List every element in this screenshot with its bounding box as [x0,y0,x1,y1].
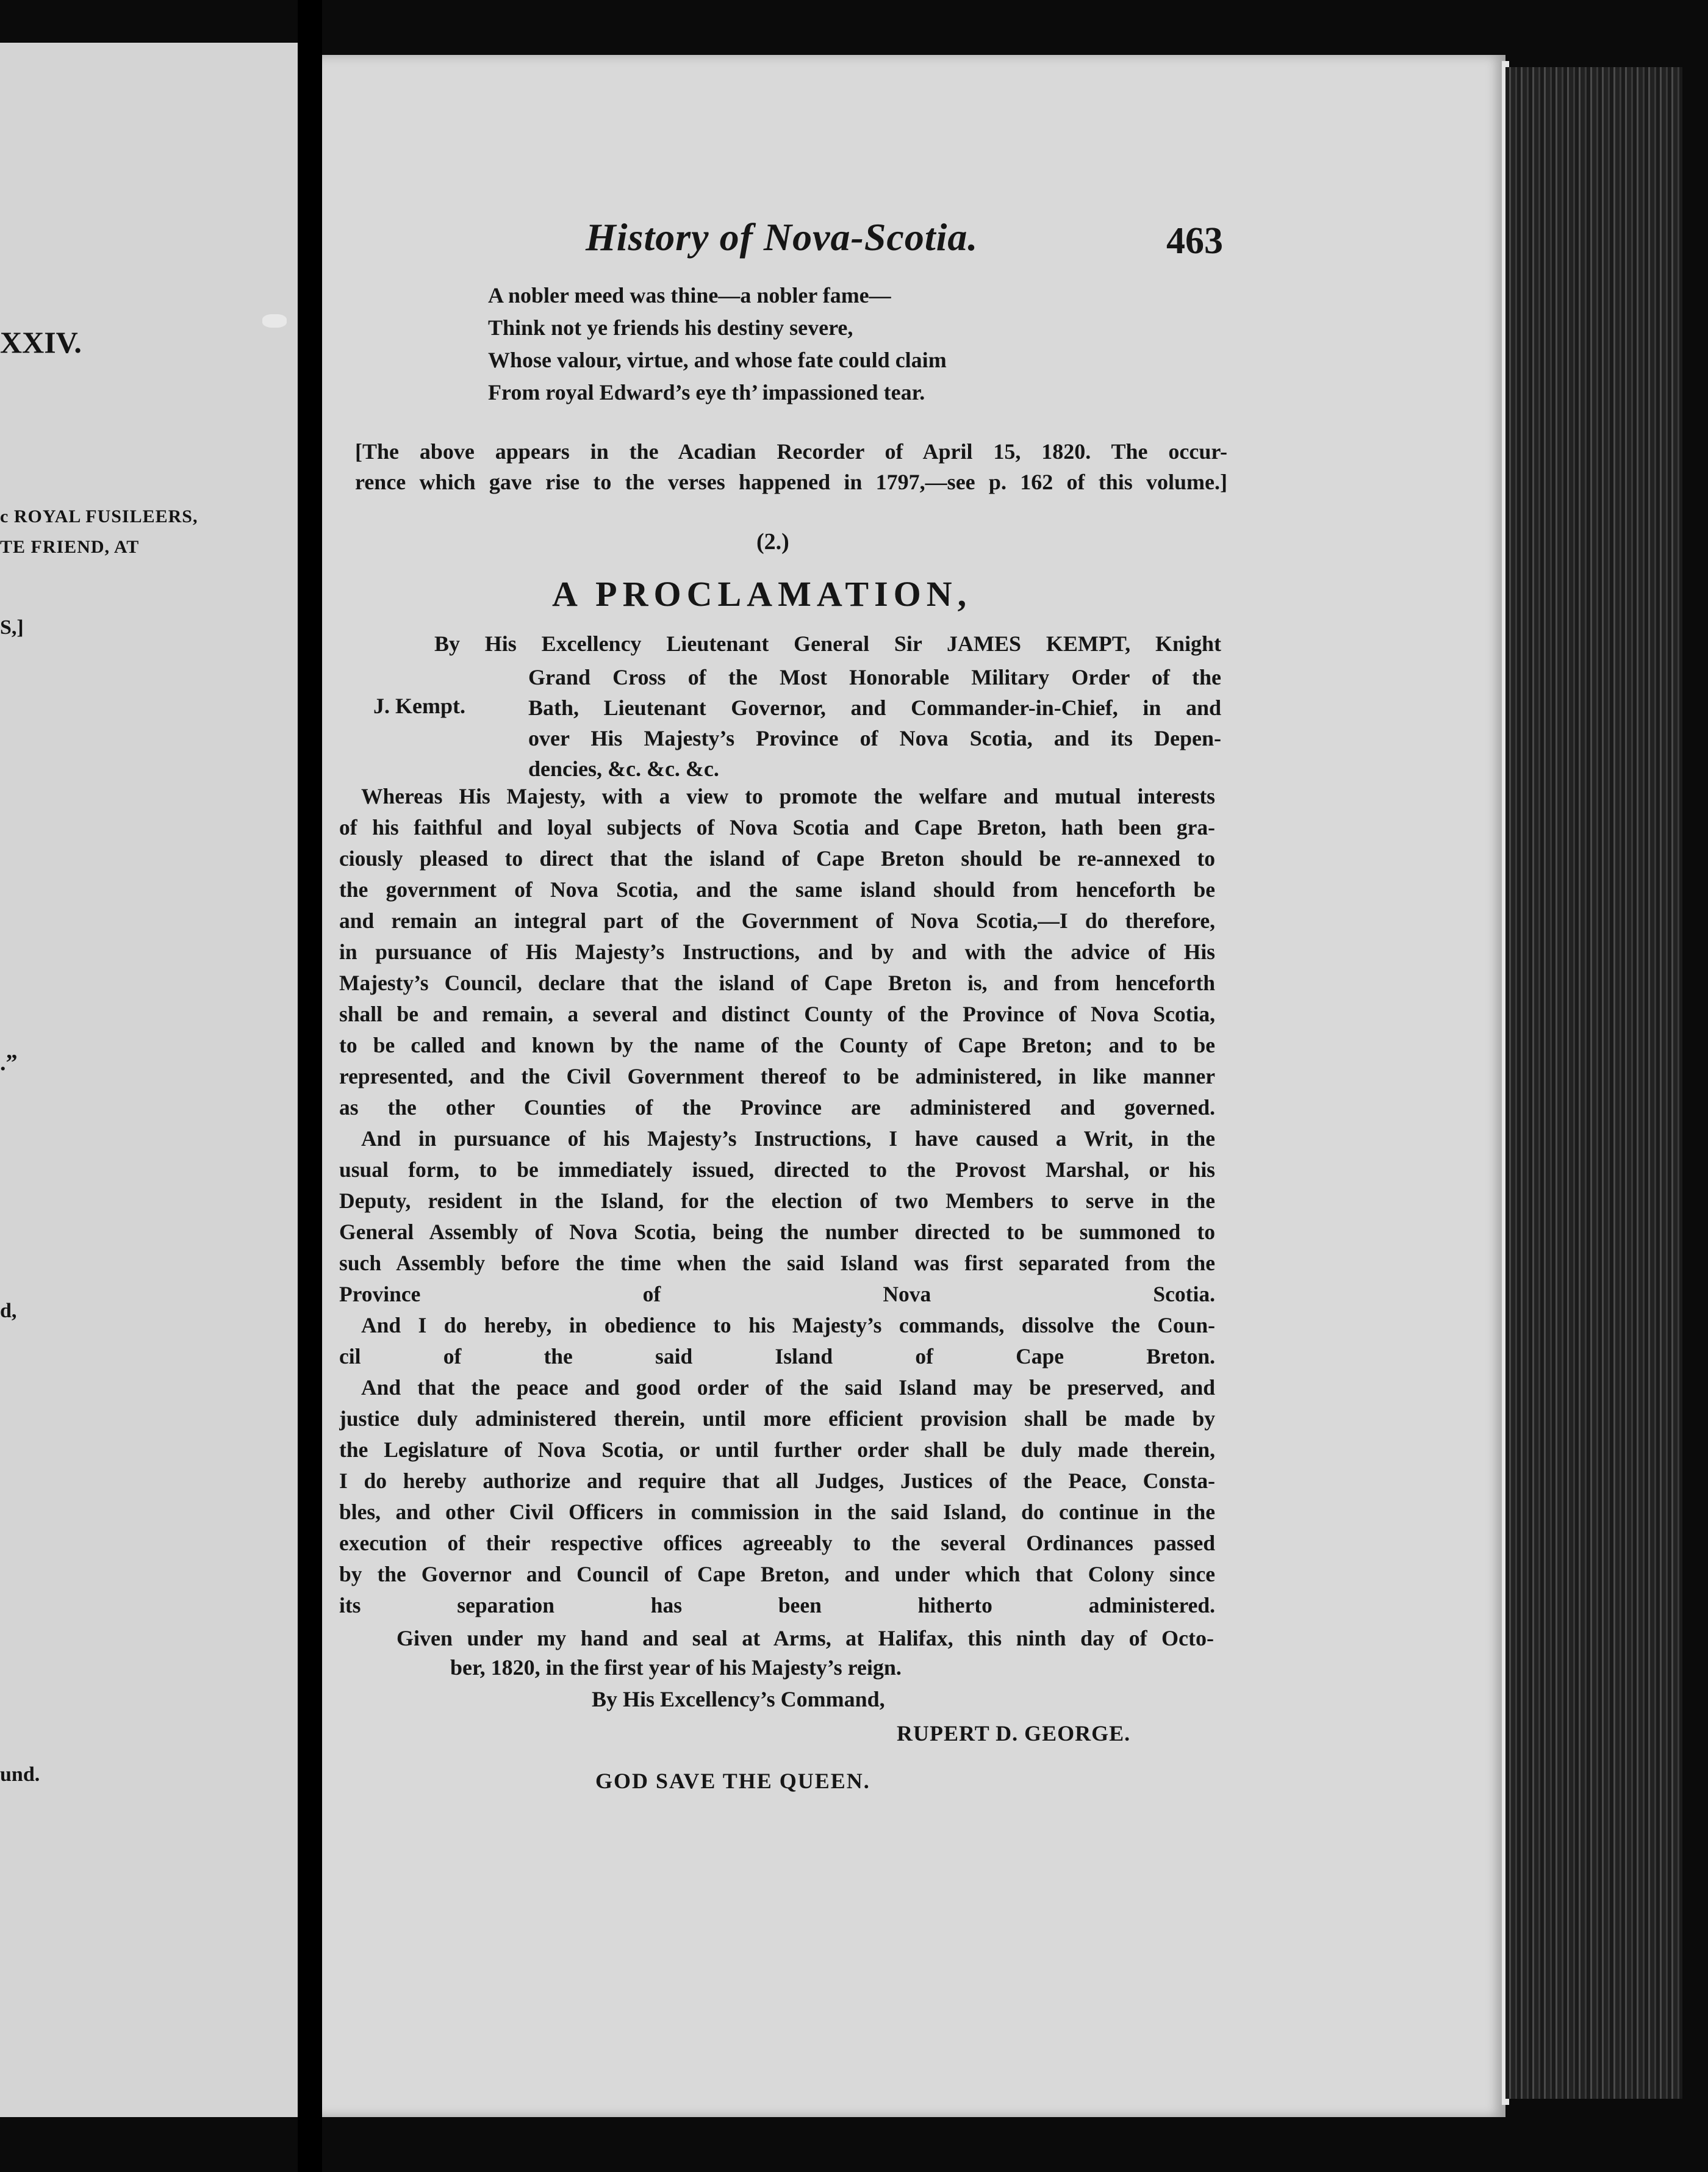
left-page-line: TE FRIEND, AT [0,537,140,557]
body-line: And I do hereby, in obedience to his Majesty’s commands, dissolve the Coun- [361,1313,1215,1337]
body-line: And in pursuance of his Majesty’s Instructions, I have caused a Writ, in the [361,1126,1215,1151]
binding-gutter [298,0,322,2172]
body-line: General Assembly of Nova Scotia, being the number directed to be summoned to [339,1220,1215,1244]
body-line: Whereas His Majesty, with a view to promote the welfare and mutual interests [361,784,1215,808]
signer-name: J. Kempt. [373,694,465,718]
body-line: such Assembly before the time when the said Island was first separated from the [339,1251,1215,1275]
editor-note-line: rence which gave rise to the verses happened in 1797,—see p. 162 of this volume.] [355,470,1227,494]
body-line: execution of their respective offices agreeably to the several Ordinances passed [339,1531,1215,1555]
body-line: I do hereby authorize and require that all Judges, Justices of the Peace, Consta- [339,1469,1215,1493]
body-line: by the Governor and Council of Cape Breton, and under which that Colony since [339,1562,1215,1586]
left-page-line: .” [0,1050,18,1076]
proclamation-body [339,781,1215,1621]
left-page-line: S,] [0,616,24,639]
body-line: Majesty’s Council, declare that the island of Cape Breton is, and from henceforth [339,971,1215,995]
command-line: By His Excellency’s Command, [592,1687,885,1711]
body-line: the government of Nova Scotia, and the same island should from henceforth be [339,877,1215,902]
left-page-line: und. [0,1763,40,1786]
body-line: represented, and the Civil Government thereof to be administered, in like manner [339,1064,1215,1088]
body-line: the Legislature of Nova Scotia, or until further order shall be duly made therein, [339,1437,1215,1462]
body-line: as the other Counties of the Province are administered and governed. [339,1095,1215,1120]
body-line: to be called and known by the name of the County of Cape Breton; and to be [339,1033,1215,1057]
left-page-chapter-fragment: XXIV. [0,325,82,359]
preamble-line: Bath, Lieutenant Governor, and Commander-in-Chief, in and [528,696,1221,720]
body-line: Deputy, resident in the Island, for the election of two Members to serve in the [339,1188,1215,1213]
body-line: its separation has been hitherto administered. [339,1593,1215,1617]
closing-motto: GOD SAVE THE QUEEN. [595,1769,870,1793]
paragraph [339,1372,1215,1621]
preamble-line: By His Excellency Lieutenant General Sir JAMES KEMPT, Knight [434,631,1221,656]
closing-line: ber, 1820, in the first year of his Majesty’s reign. [450,1655,902,1680]
body-line: justice duly administered therein, until more efficient provision shall be made by [339,1406,1215,1431]
editor-note-line: [The above appears in the Acadian Recorder of April 15, 1820. The occur- [355,439,1227,464]
body-line: in pursuance of His Majesty’s Instructions, and by and with the advice of His [339,940,1215,964]
left-facing-page [0,43,300,2117]
preamble-line: dencies, &c. &c. &c. [528,757,719,781]
left-page-line: d, [0,1300,17,1322]
body-line: cil of the said Island of Cape Breton. [339,1344,1215,1368]
poem-line: A nobler meed was thine—a nobler fame— [488,283,891,307]
body-line: shall be and remain, a several and distinct County of the Province of Nova Scotia, [339,1002,1215,1026]
body-line: usual form, to be immediately issued, directed to the Provost Marshal, or his [339,1157,1215,1182]
body-line: and remain an integral part of the Government of Nova Scotia,—I do therefore, [339,908,1215,933]
body-line: And that the peace and good order of the said Island may be preserved, and [361,1375,1215,1400]
stray-scan-mark [262,314,287,328]
preamble-line: over His Majesty’s Province of Nova Scotia, and its Depen- [528,726,1221,750]
page-number: 463 [1166,220,1223,262]
body-line: bles, and other Civil Officers in commission in the said Island, do continue in the [339,1500,1215,1524]
paragraph [339,1123,1215,1310]
running-head: History of Nova-Scotia. [586,215,978,259]
poem-line: Whose valour, virtue, and whose fate could claim [488,348,947,372]
poem-line: From royal Edward’s eye th’ impassioned tear. [488,380,925,405]
left-page-line: c ROYAL FUSILEERS, [0,506,198,527]
closing-given-block [396,1623,1214,1653]
preamble-block [528,662,1221,784]
poem-line: Think not ye friends his destiny severe, [488,315,853,340]
body-line: of his faithful and loyal subjects of Nova Scotia and Cape Breton, hath been gra- [339,815,1215,840]
paragraph [339,781,1215,1123]
body-line: ciously pleased to direct that the island of Cape Breton should be re-annexed to [339,846,1215,871]
book-page-edges [1505,67,1682,2099]
preamble-first-line [434,628,1221,659]
editor-note [355,436,1227,497]
preamble-line: Grand Cross of the Most Honorable Military Order of the [528,665,1221,689]
paragraph [339,1310,1215,1372]
proclamation-title: A PROCLAMATION, [552,574,972,614]
body-line: Province of Nova Scotia. [339,1282,1215,1306]
closing-line: Given under my hand and seal at Arms, at Halifax, this ninth day of Octo- [396,1626,1214,1650]
poem-stanza [488,279,947,409]
section-number: (2.) [756,529,789,555]
signature: RUPERT D. GEORGE. [897,1721,1131,1746]
